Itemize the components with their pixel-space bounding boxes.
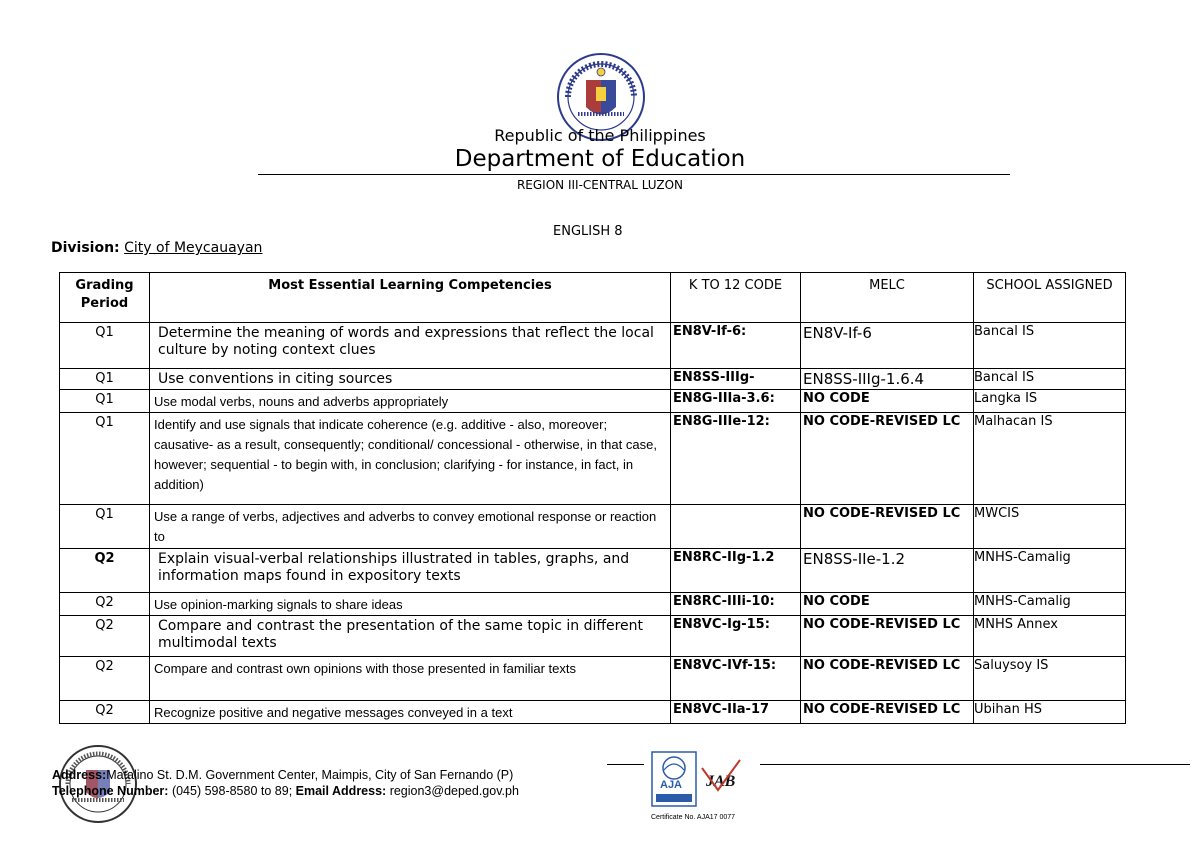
address-label: Address: — [52, 768, 107, 782]
melc-code-cell: NO CODE-REVISED LC — [801, 413, 974, 505]
jab-logo-text: JAB — [706, 773, 736, 790]
competency-cell: Use a range of verbs, adjectives and adverbs to convey emotional response or reaction to — [150, 505, 671, 549]
school-cell: Bancal IS — [974, 369, 1126, 390]
melc-code-cell: NO CODE-REVISED LC — [801, 701, 974, 724]
k12-code-cell: EN8VC-IIa-17 — [671, 701, 801, 724]
header-k12-code: K TO 12 CODE — [671, 273, 801, 323]
competency-cell: Compare and contrast the presentation of the same topic in different multimodal texts — [150, 616, 671, 657]
k12-code-cell — [671, 505, 801, 549]
contact-line — [52, 783, 519, 799]
melc-code-cell: NO CODE-REVISED LC — [801, 657, 974, 701]
k12-code-cell: EN8RC-IIIi-10: — [671, 593, 801, 616]
table-row — [60, 549, 1126, 593]
grading-cell: Q2 — [60, 616, 150, 657]
table-row — [60, 505, 1126, 549]
footer-address-block — [52, 767, 519, 799]
address-line — [52, 767, 519, 783]
grading-cell: Q1 — [60, 369, 150, 390]
melc-code-cell: EN8V-If-6 — [801, 323, 974, 369]
melc-code-cell: NO CODE — [801, 390, 974, 413]
aja-logo-text: AJA — [660, 779, 683, 791]
k12-code-cell: EN8VC-Ig-15: — [671, 616, 801, 657]
table-row — [60, 657, 1126, 701]
header-melc: MELC — [801, 273, 974, 323]
grading-cell: Q2 — [60, 549, 150, 593]
region-subtitle: REGION III-CENTRAL LUZON — [516, 178, 684, 192]
footer-rule-right — [760, 764, 1190, 765]
competency-cell: Use opinion-marking signals to share ideas — [150, 593, 671, 616]
melc-code-cell: NO CODE — [801, 593, 974, 616]
melc-code-cell: NO CODE-REVISED LC — [801, 616, 974, 657]
division-line — [51, 240, 262, 256]
division-value: City of Meycauayan — [124, 240, 263, 256]
subject-title: ENGLISH 8 — [553, 224, 623, 239]
school-cell: Ubihan HS — [974, 701, 1126, 724]
department-title: Department of Education — [454, 146, 746, 172]
footer-rule-left — [607, 764, 644, 765]
table-row — [60, 323, 1126, 369]
school-cell: MNHS-Camalig — [974, 549, 1126, 593]
school-cell: MNHS-Camalig — [974, 593, 1126, 616]
k12-code-cell: EN8V-If-6: — [671, 323, 801, 369]
table-row — [60, 701, 1126, 724]
certificate-number: Certificate No. AJA17 0077 — [651, 814, 736, 821]
competency-cell: Use modal verbs, nouns and adverbs appropriately — [150, 390, 671, 413]
phone-value: (045) 598-8580 to 89; — [171, 784, 293, 798]
competency-cell: Compare and contrast own opinions with those presented in familiar texts — [150, 657, 671, 701]
aja-jab-certification-logo — [650, 750, 750, 810]
k12-code-cell: EN8G-IIIa-3.6: — [671, 390, 801, 413]
k12-code-cell: EN8G-IIIe-12: — [671, 413, 801, 505]
school-cell: Saluysoy IS — [974, 657, 1126, 701]
table-row — [60, 390, 1126, 413]
grading-cell: Q1 — [60, 390, 150, 413]
phone-label: Telephone Number: — [52, 784, 169, 798]
school-cell: Malhacan IS — [974, 413, 1126, 505]
school-cell: MNHS Annex — [974, 616, 1126, 657]
school-cell: Bancal IS — [974, 323, 1126, 369]
email-label: Email Address: — [295, 784, 387, 798]
melc-code-cell: NO CODE-REVISED LC — [801, 505, 974, 549]
header-grading-period: Grading Period — [60, 273, 150, 323]
competency-cell: Explain visual-verbal relationships illustrated in tables, graphs, and information maps found in expository texts — [150, 549, 671, 593]
address-value: Matalino St. D.M. Government Center, Maimpis, City of San Fernando (P) — [106, 768, 514, 782]
grading-cell: Q1 — [60, 323, 150, 369]
table-row — [60, 413, 1126, 505]
table-row — [60, 593, 1126, 616]
k12-code-cell: EN8SS-IIIg- — [671, 369, 801, 390]
grading-cell: Q1 — [60, 505, 150, 549]
header-school: SCHOOL ASSIGNED — [974, 273, 1126, 323]
grading-cell: Q2 — [60, 593, 150, 616]
grading-cell: Q2 — [60, 657, 150, 701]
grading-cell: Q1 — [60, 413, 150, 505]
competency-cell: Recognize positive and negative messages conveyed in a text — [150, 701, 671, 724]
email-value: region3@deped.gov.ph — [389, 784, 519, 798]
header-rule — [258, 174, 1010, 175]
competency-cell: Determine the meaning of words and expressions that reflect the local culture by noting context clues — [150, 323, 671, 369]
school-cell: MWCIS — [974, 505, 1126, 549]
competency-cell: Use conventions in citing sources — [150, 369, 671, 390]
division-label: Division: — [51, 240, 120, 256]
k12-code-cell: EN8VC-IVf-15: — [671, 657, 801, 701]
table-header-row — [60, 273, 1126, 323]
table-row — [60, 616, 1126, 657]
melc-code-cell: EN8SS-IIe-1.2 — [801, 549, 974, 593]
melc-code-cell: EN8SS-IIIg-1.6.4 — [801, 369, 974, 390]
republic-title: Republic of the Philippines — [494, 126, 706, 145]
k12-code-cell: EN8RC-IIg-1.2 — [671, 549, 801, 593]
grading-cell: Q2 — [60, 701, 150, 724]
header-competencies: Most Essential Learning Competencies — [150, 273, 671, 323]
school-cell: Langka IS — [974, 390, 1126, 413]
table-row — [60, 369, 1126, 390]
melc-table — [59, 272, 1126, 724]
competency-cell: Identify and use signals that indicate coherence (e.g. additive - also, moreover; causative- as a result, consequently; conditional/ concessional - otherwise, in that case, however; sequential - to begin with, in conclusion; clarifying - for instance, in fact, in addition) — [150, 413, 671, 505]
